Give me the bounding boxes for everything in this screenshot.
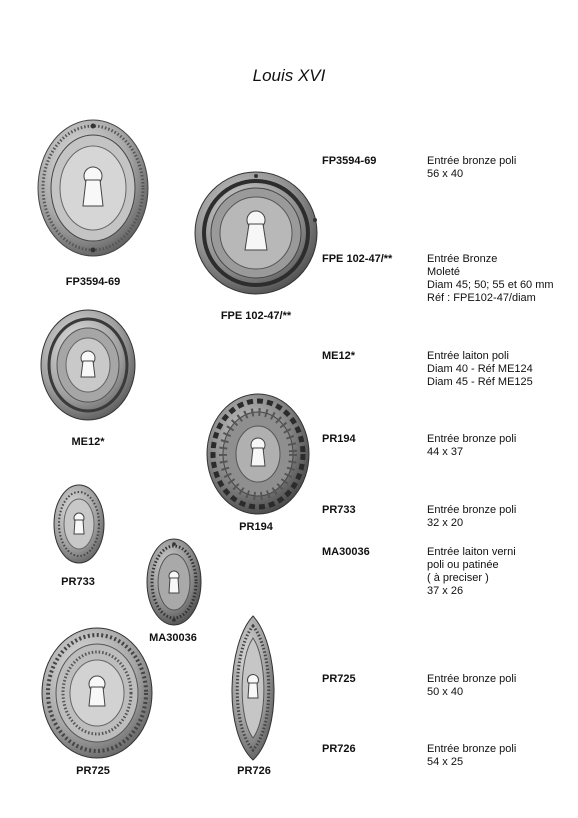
desc-line: Entrée bronze poli <box>427 433 517 445</box>
desc-line: Entrée bronze poli <box>427 504 517 516</box>
caption-pr726: PR726 <box>237 765 271 777</box>
desc-pr726 <box>427 743 516 769</box>
ref-pr194: PR194 <box>322 433 356 445</box>
desc-line: Diam 40 - Réf ME124 <box>427 363 533 375</box>
ref-fp3594-69: FP3594-69 <box>322 155 377 167</box>
desc-line: ( à preciser ) <box>427 572 489 584</box>
desc-line: 56 x 40 <box>427 168 464 180</box>
escutcheon-pr733-image <box>53 484 105 564</box>
ref-ma30036: MA30036 <box>322 546 370 558</box>
desc-ma30036 <box>427 546 516 598</box>
desc-pr194 <box>427 433 516 459</box>
desc-line: 50 x 40 <box>427 686 464 698</box>
caption-pr194: PR194 <box>239 521 273 533</box>
caption-ma30036: MA30036 <box>149 632 197 644</box>
desc-me12 <box>427 350 533 389</box>
page-title: Louis XVI <box>252 66 326 85</box>
desc-line: 37 x 26 <box>427 585 464 597</box>
escutcheon-fpe-102-47-image <box>193 170 319 296</box>
ref-pr725: PR725 <box>322 673 356 685</box>
caption-pr725: PR725 <box>76 765 110 777</box>
desc-line: 54 x 25 <box>427 756 464 768</box>
desc-line: Entrée bronze poli <box>427 155 517 167</box>
escutcheon-pr194-image <box>205 392 311 516</box>
desc-line: Moleté <box>427 266 461 278</box>
escutcheon-pr726-image <box>221 614 285 762</box>
desc-fp3594-69 <box>427 155 516 181</box>
caption-fpe-102-47: FPE 102-47/** <box>220 310 292 322</box>
desc-pr733 <box>427 504 516 530</box>
escutcheon-pr725-image <box>40 626 154 760</box>
ref-pr726: PR726 <box>322 743 356 755</box>
ref-pr733: PR733 <box>322 504 356 516</box>
ref-fpe-102-47: FPE 102-47/** <box>322 253 393 265</box>
caption-fp3594-69: FP3594-69 <box>65 276 121 288</box>
desc-line: Réf : FPE102-47/diam <box>427 292 536 304</box>
desc-line: Entrée bronze poli <box>427 743 517 755</box>
ref-me12: ME12* <box>322 350 356 362</box>
caption-me12: ME12* <box>71 436 105 448</box>
escutcheon-fp3594-69-image <box>36 118 150 258</box>
desc-line: Entrée Bronze <box>427 253 498 265</box>
desc-line: poli ou patinée <box>427 559 499 571</box>
desc-fpe-102-47 <box>427 253 554 305</box>
desc-line: Entrée laiton verni <box>427 546 516 558</box>
escutcheon-me12-image <box>40 309 136 421</box>
desc-pr725 <box>427 673 516 699</box>
desc-line: 44 x 37 <box>427 446 464 458</box>
desc-line: 32 x 20 <box>427 517 464 529</box>
desc-line: Diam 45 - Réf ME125 <box>427 376 533 388</box>
escutcheon-ma30036-image <box>146 538 202 626</box>
caption-pr733: PR733 <box>61 576 95 588</box>
desc-line: Diam 45; 50; 55 et 60 mm <box>427 279 554 291</box>
desc-line: Entrée laiton poli <box>427 350 509 362</box>
desc-line: Entrée bronze poli <box>427 673 517 685</box>
